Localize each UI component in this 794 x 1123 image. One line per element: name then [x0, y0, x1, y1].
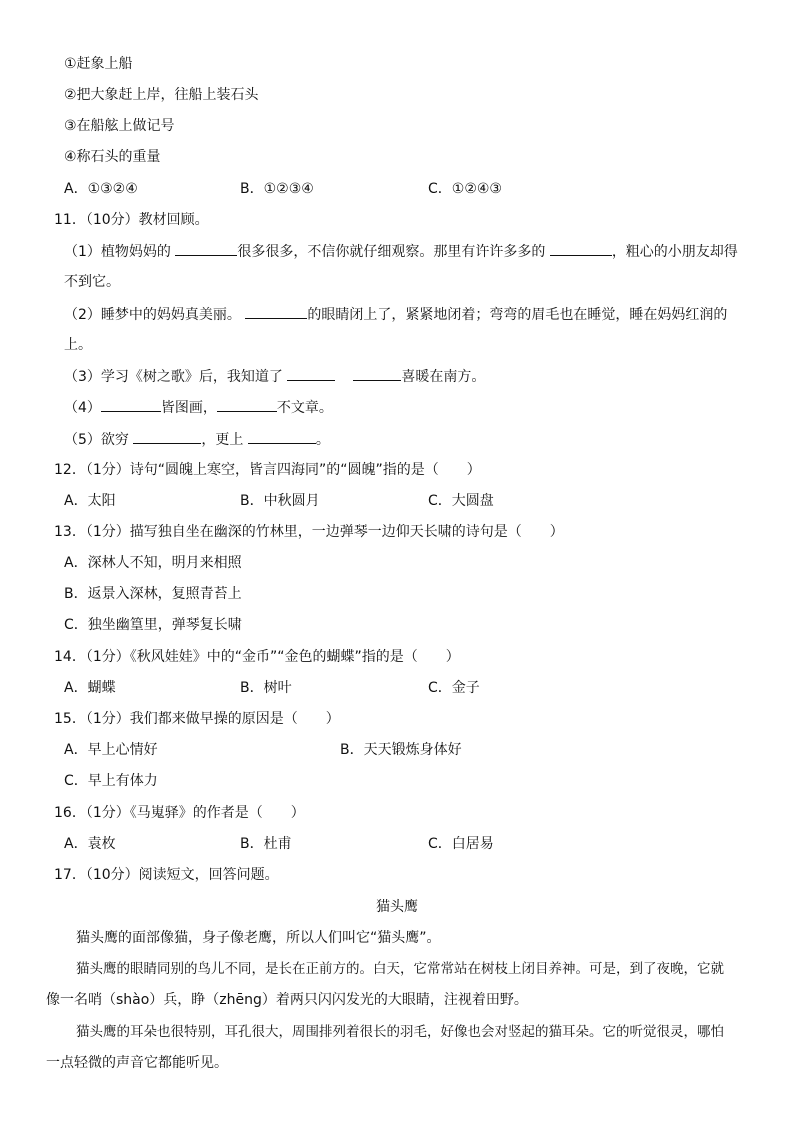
q17-stem: 17．（10分）阅读短文，回答问题。	[54, 867, 279, 883]
q16-option-c[interactable]: C．白居易	[428, 836, 494, 852]
q10-step-3: ③在船舷上做记号	[64, 118, 175, 134]
q11-part4	[64, 397, 333, 418]
q12-option-b[interactable]: B．中秋圆月	[240, 493, 320, 509]
passage-para-1: 猫头鹰的面部像猫，身子像老鹰，所以人们叫它“猫头鹰”。	[76, 930, 441, 946]
q11-part4-text-a: （4）	[64, 400, 101, 416]
q11-part1-text-b: 很多很多，不信你就仔细观察。那里有许许多多的	[237, 244, 550, 260]
q11-part2-text-b: 的眼睛闭上了，紧紧地闭着；弯弯的眉毛也在睡觉，睡在妈妈红润的	[307, 307, 728, 323]
q11-blank-2[interactable]	[550, 241, 612, 256]
q11-part5-text-b: ，更上	[201, 432, 248, 448]
q10-step-2: ②把大象赶上岸，往船上装石头	[64, 87, 259, 103]
q11-blank-8[interactable]	[133, 429, 201, 444]
q11-blank-3[interactable]	[245, 304, 307, 319]
q15-stem: 15．（1分）我们都来做早操的原因是（ ）	[54, 711, 340, 727]
q13-stem: 13．（1分）描写独自坐在幽深的竹林里，一边弹琴一边仰天长啸的诗句是（ ）	[54, 524, 564, 540]
q15-option-b[interactable]: B．天天锻炼身体好	[340, 742, 462, 758]
q11-blank-1[interactable]	[175, 241, 237, 256]
q10-option-a[interactable]: A．①③②④	[64, 181, 138, 197]
q11-part2-text-a: （2）睡梦中的妈妈真美丽。	[64, 307, 246, 323]
q11-part3	[64, 366, 485, 387]
q11-part5	[64, 429, 330, 450]
passage-para-2-line-1: 猫头鹰的眼睛同别的鸟儿不同，是长在正前方的。白天，它常常站在树枝上闭目养神。可是，到了夜晚，它就	[76, 961, 724, 977]
q11-part1-text-c: ，粗心的小朋友却得	[611, 244, 738, 260]
q11-part2	[64, 304, 727, 325]
q13-option-c[interactable]: C．独坐幽篁里，弹琴复长啸	[64, 617, 242, 633]
q10-step-1: ①赶象上船	[64, 56, 133, 72]
q10-step-4: ④称石头的重量	[64, 149, 161, 165]
q12-option-a[interactable]: A．太阳	[64, 493, 116, 509]
q12-stem: 12．（1分）诗句“圆魄上寒空，皆言四海同”的“圆魄”指的是（ ）	[54, 462, 481, 478]
q11-part1-cont: 不到它。	[64, 274, 120, 290]
q11-stem: 11．（10分）教材回顾。	[54, 212, 209, 228]
q11-part3-text-a: （3）学习《树之歌》后，我知道了	[64, 369, 288, 385]
q11-part1-text-a: （1）植物妈妈的	[64, 244, 176, 260]
q11-part5-text-c: 。	[315, 432, 330, 448]
q13-option-b[interactable]: B．返景入深林，复照青苔上	[64, 586, 242, 602]
passage-para-3-line-2: 一点轻微的声音它都能听见。	[46, 1055, 228, 1071]
q11-part5-text-a: （5）欲穷	[64, 432, 134, 448]
q11-blank-6[interactable]	[101, 397, 161, 412]
q16-option-a[interactable]: A．袁枚	[64, 836, 116, 852]
passage-para-2-line-2: 像一名哨（shào）兵，睁（zhēng）着两只闪闪发光的大眼睛，注视着田野。	[46, 992, 528, 1008]
q11-part2-cont: 上。	[64, 337, 92, 353]
passage-title: 猫头鹰	[376, 899, 418, 915]
q14-option-c[interactable]: C．金子	[428, 680, 480, 696]
q10-option-b[interactable]: B．①②③④	[240, 181, 314, 197]
q11-part4-text-c: 不文章。	[276, 400, 333, 416]
q11-blank-9[interactable]	[248, 429, 316, 444]
q11-part1	[64, 241, 738, 262]
q11-part4-text-b: 皆图画，	[160, 400, 217, 416]
q16-option-b[interactable]: B．杜甫	[240, 836, 292, 852]
q14-stem: 14．（1分）《秋风娃娃》中的“金币”“金色的蝴蝶”指的是（ ）	[54, 649, 460, 665]
q15-option-a[interactable]: A．早上心情好	[64, 742, 158, 758]
q12-option-c[interactable]: C．大圆盘	[428, 493, 494, 509]
q14-option-b[interactable]: B．树叶	[240, 680, 292, 696]
q15-option-c[interactable]: C．早上有体力	[64, 773, 158, 789]
q13-option-a[interactable]: A．深林人不知，明月来相照	[64, 555, 242, 571]
q11-blank-4[interactable]	[287, 366, 335, 381]
q11-blank-7[interactable]	[217, 397, 277, 412]
q11-blank-5[interactable]	[353, 366, 401, 381]
q16-stem: 16．（1分）《马嵬驿》的作者是（ ）	[54, 805, 305, 821]
q11-part3-text-b: 喜暖在南方。	[401, 369, 486, 385]
q10-option-c[interactable]: C．①②④③	[428, 181, 502, 197]
q14-option-a[interactable]: A．蝴蝶	[64, 680, 116, 696]
passage-para-3-line-1: 猫头鹰的耳朵也很特别，耳孔很大，周围排列着很长的羽毛，好像也会对竖起的猫耳朵。它的听觉很灵，哪怕	[76, 1024, 724, 1040]
